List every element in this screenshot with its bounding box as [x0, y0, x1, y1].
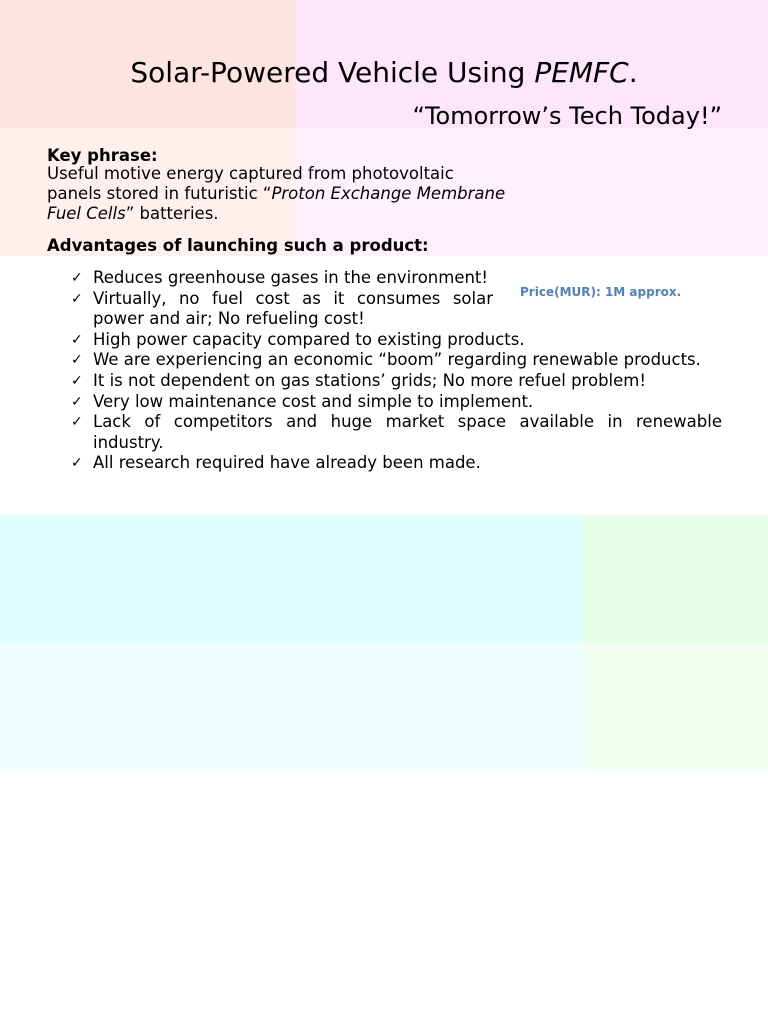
key-phrase-text-after: ” batteries. [125, 204, 219, 223]
title-emphasis: PEMFC [534, 56, 629, 89]
list-item [71, 453, 722, 474]
list-item [71, 391, 722, 413]
check-mark-icon: ✓ [71, 393, 83, 410]
key-phrase-text [47, 164, 507, 224]
tagline: “Tomorrow’s Tech Today!” [412, 102, 722, 130]
list-item-text: It is not dependent on gas stations’ grids; No more refuel problem! [93, 370, 646, 390]
background-block-green-light [582, 643, 768, 771]
key-phrase-text-before: Useful motive energy captured from photovoltaic panels stored in futuristic “ [47, 164, 454, 203]
background-block-cyan-light [0, 643, 582, 771]
list-item-text: High power capacity compared to existing products. [93, 329, 525, 349]
list-item-text: All research required have already been made. [93, 453, 481, 473]
list-item [71, 370, 722, 392]
page-title [0, 56, 768, 89]
list-item-text: Virtually, no fuel cost as it consumes solar power and air; No refueling cost! [93, 288, 493, 329]
advantages-heading: Advantages of launching such a product: [47, 236, 429, 255]
check-mark-icon: ✓ [71, 414, 83, 431]
list-item-text: Lack of competitors and huge market space available in renewable industry. [93, 412, 722, 452]
check-mark-icon: ✓ [71, 290, 83, 307]
advantages-list [0, 268, 768, 474]
check-mark-icon: ✓ [71, 352, 83, 369]
background-block-cyan [0, 515, 582, 643]
title-end: . [628, 56, 638, 89]
list-item [71, 412, 722, 453]
list-item-text: We are experiencing an economic “boom” regarding renewable products. [93, 350, 701, 370]
check-mark-icon: ✓ [71, 270, 83, 286]
check-mark-icon: ✓ [71, 455, 83, 472]
list-item [71, 268, 493, 289]
list-item [71, 288, 493, 330]
check-mark-icon: ✓ [71, 372, 83, 389]
key-phrase-emphasis: Proton Exchange Membrane Fuel Cells [47, 184, 506, 223]
list-item-text: Reduces greenhouse gases in the environment! [93, 268, 489, 287]
list-item [71, 350, 722, 371]
list-item-text: Very low maintenance cost and simple to implement. [93, 391, 534, 411]
key-phrase-heading: Key phrase: [47, 146, 158, 165]
list-item [71, 329, 722, 351]
title-main: Solar-Powered Vehicle Using [130, 56, 535, 89]
price-label: Price(MUR): 1M approx. [520, 285, 682, 299]
check-mark-icon: ✓ [71, 331, 83, 348]
background-block-green [582, 515, 768, 643]
